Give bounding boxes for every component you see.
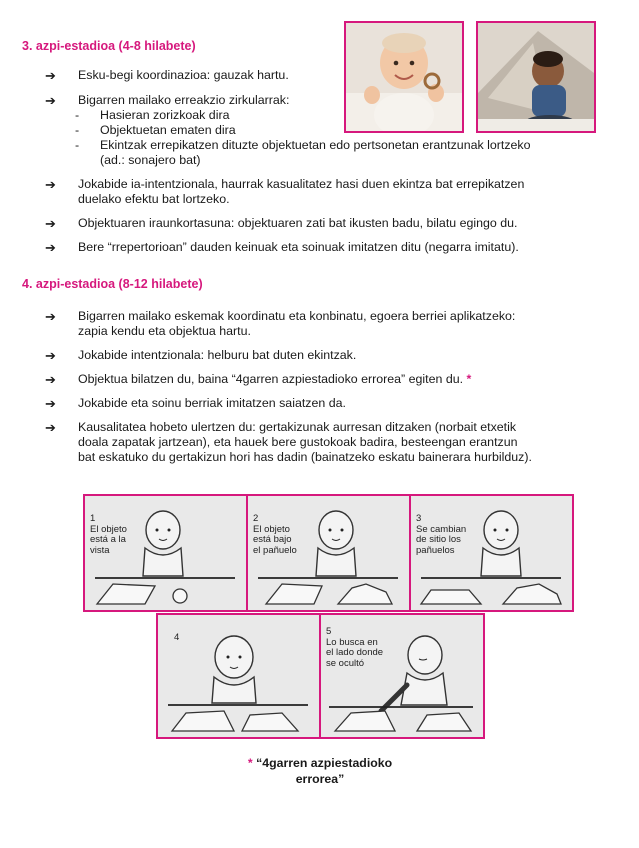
section4-heading: 4. azpi-estadioa (8-12 hilabete)	[22, 277, 203, 291]
arrow-icon: ➔	[45, 372, 56, 387]
baby-photo-2	[476, 21, 596, 133]
arrow-icon: ➔	[45, 177, 56, 192]
panel-2-label: 2 El objeto está bajo el pañuelo	[253, 513, 297, 556]
section3-heading: 3. azpi-estadioa (4-8 hilabete)	[22, 39, 196, 53]
panel-5	[319, 613, 485, 739]
arrow-icon: ➔	[45, 216, 56, 231]
arrow-icon: ➔	[45, 396, 56, 411]
panel-1-label: 1 El objeto está a la vista	[90, 513, 127, 556]
panel-2	[246, 494, 411, 612]
arrow-icon: ➔	[45, 68, 56, 83]
baby-photo-1	[344, 21, 464, 133]
arrow-icon: ➔	[45, 348, 56, 363]
panel-4-label: 4	[174, 632, 180, 643]
asterisk-mark: *	[466, 372, 472, 386]
panel-5-label: 5 Lo busca en el lado donde se ocultó	[326, 626, 384, 669]
arrow-icon: ➔	[45, 309, 56, 324]
arrow-icon: ➔	[45, 420, 56, 435]
panel-4	[156, 613, 322, 739]
panel-3-label: 3 Se cambian de sitio los pañuelos	[416, 513, 467, 556]
arrow-icon: ➔	[45, 240, 56, 255]
panel-4-illustration	[158, 615, 320, 737]
panel-3	[409, 494, 574, 612]
caption-asterisk: *	[247, 756, 253, 770]
figure-caption: * “4garren azpiestadioko errorea”	[247, 756, 393, 786]
panel-1	[83, 494, 248, 612]
arrow-icon: ➔	[45, 93, 56, 108]
